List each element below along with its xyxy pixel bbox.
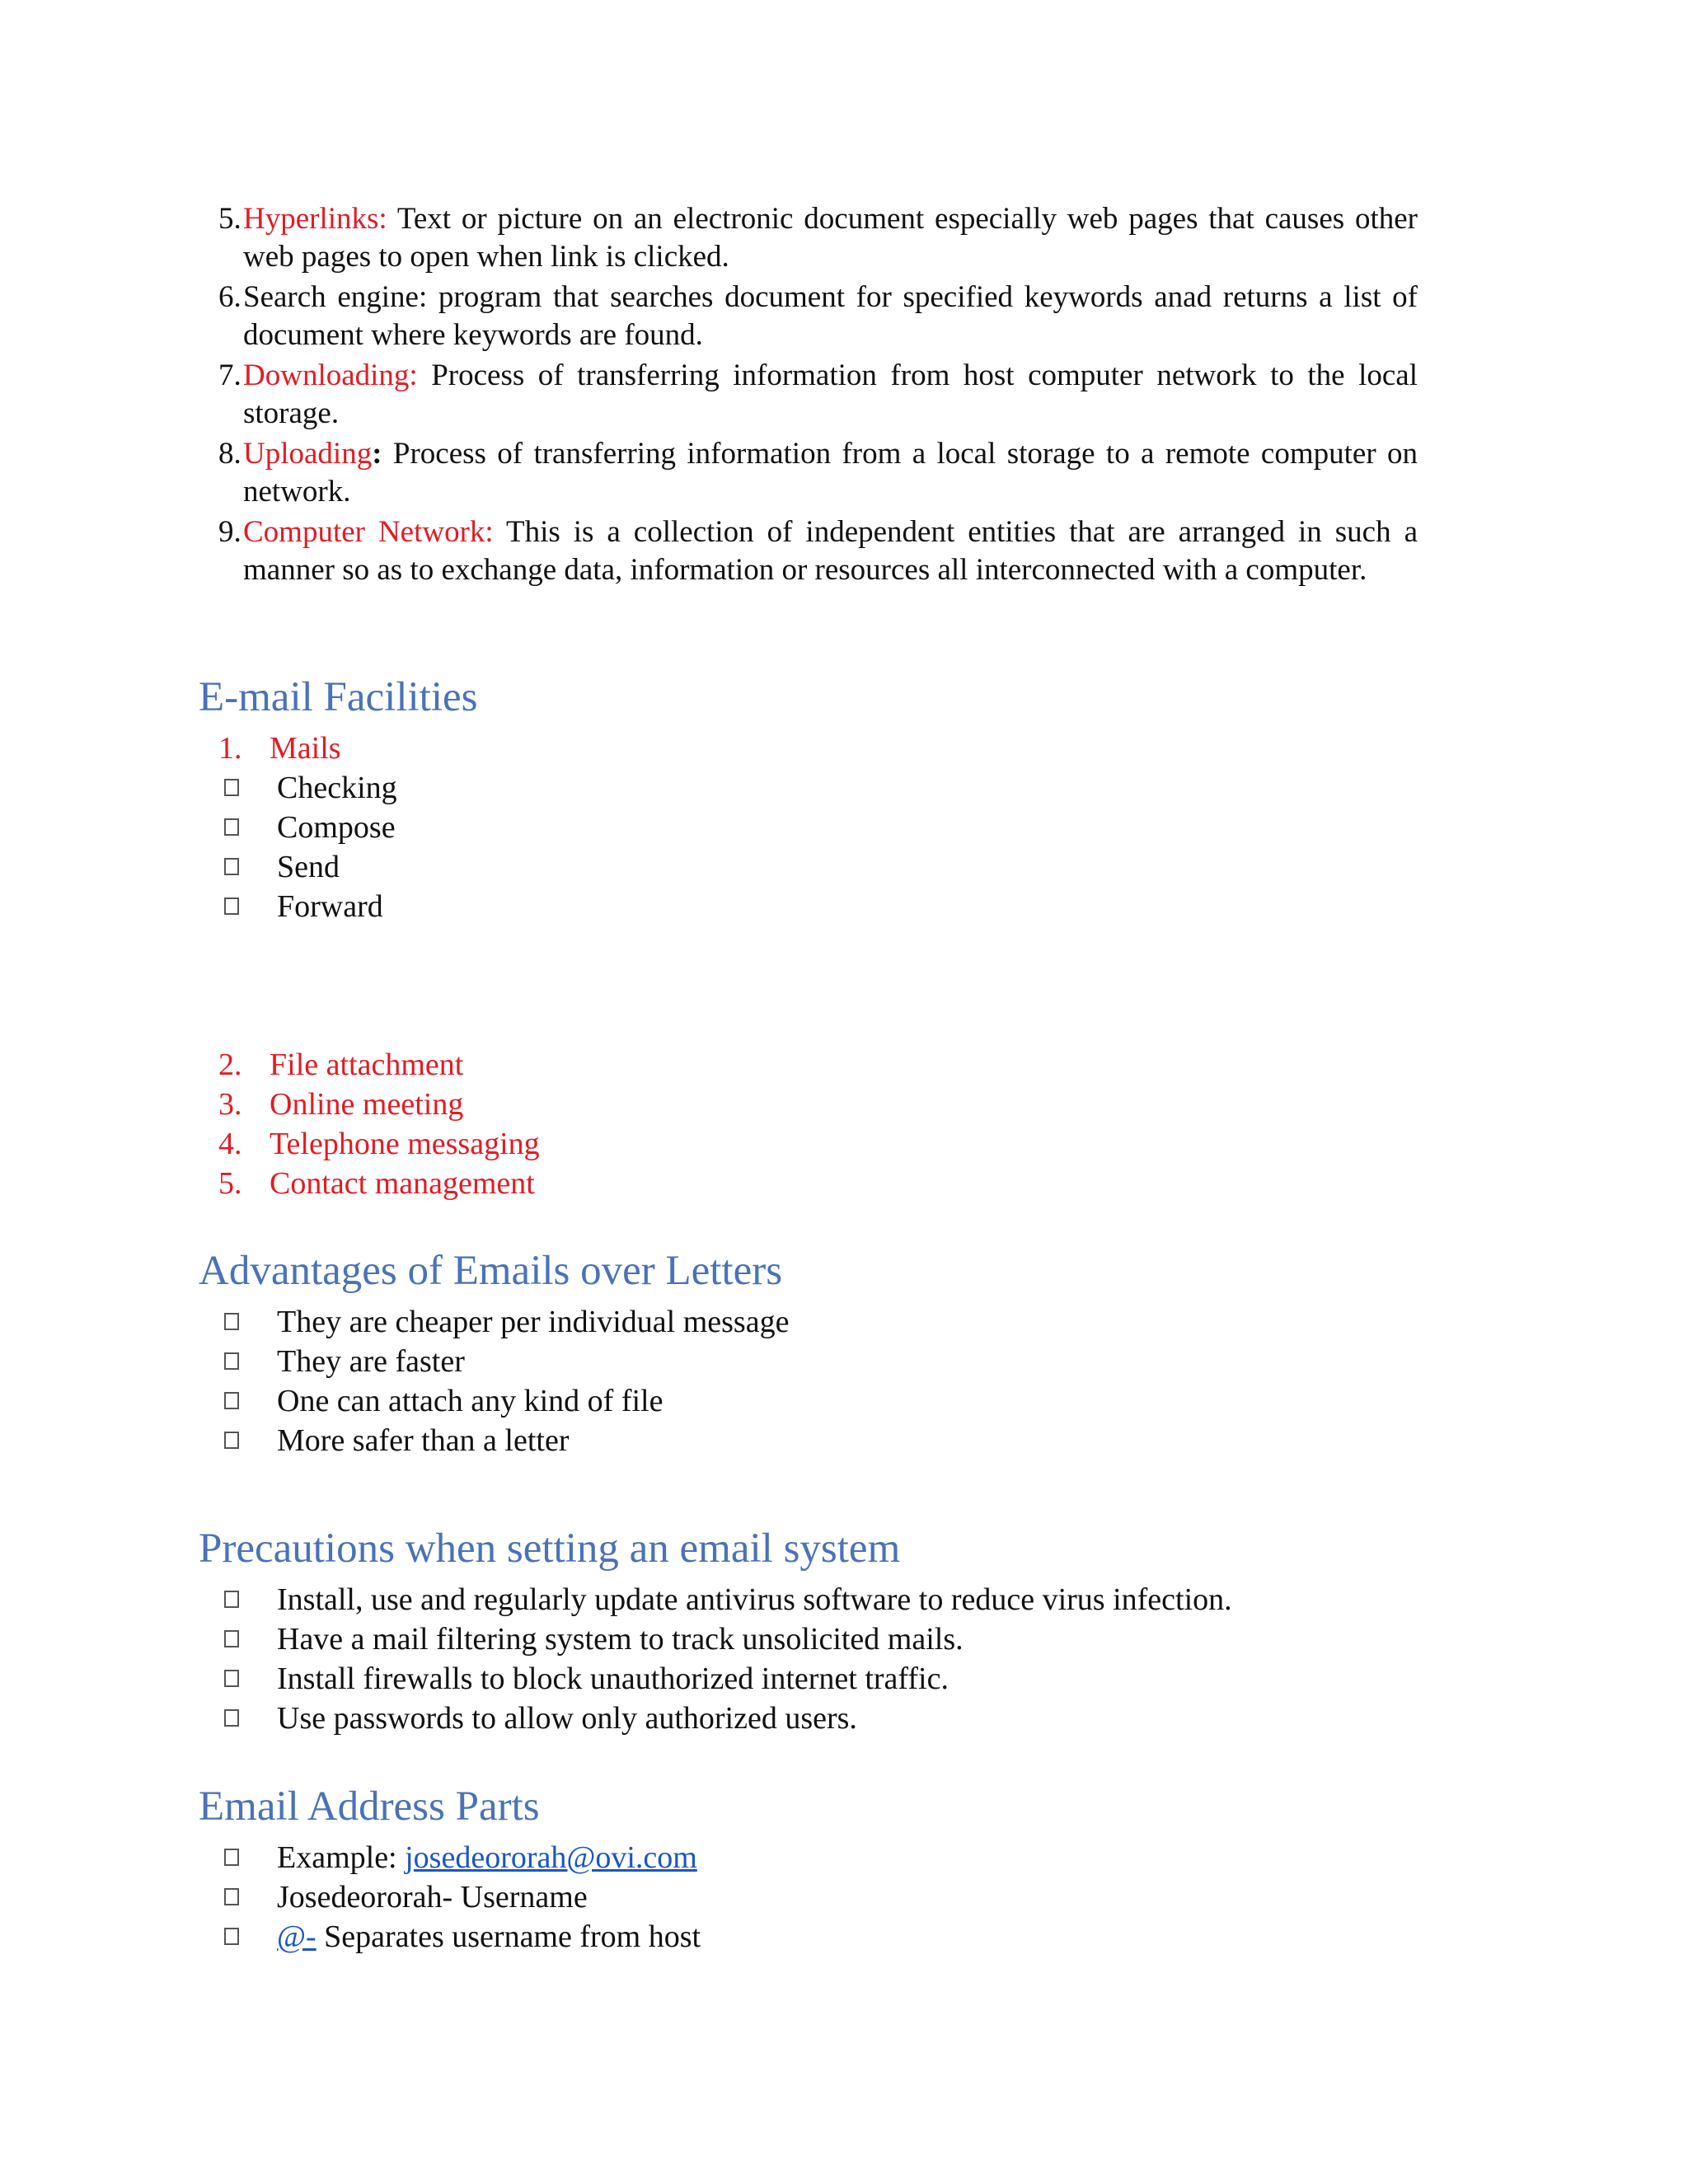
- facility-label: File attachment: [270, 1047, 464, 1082]
- facility-item: [218, 1085, 540, 1124]
- definition-uploading: [218, 435, 1418, 511]
- checkbox-bullet-icon: [224, 1709, 239, 1727]
- advantage-text: One can attach any kind of file: [277, 1384, 663, 1418]
- precaution-item: [223, 1580, 1232, 1619]
- mail-action-label: Checking: [277, 771, 397, 805]
- definition-downloading: [218, 357, 1418, 433]
- checkbox-bullet-icon: [224, 779, 239, 796]
- facility-item: [218, 1164, 540, 1203]
- checkbox-bullet-icon: [224, 1849, 239, 1866]
- advantage-item: [223, 1342, 789, 1381]
- mail-action-label: Compose: [277, 810, 396, 845]
- facility-number: 3.: [218, 1087, 242, 1122]
- definition-colon: :: [372, 437, 382, 471]
- facility-label: Contact management: [270, 1166, 535, 1201]
- mail-action-label: Forward: [277, 889, 383, 924]
- mail-actions-list: [223, 768, 397, 926]
- at-symbol-link[interactable]: @-: [277, 1919, 316, 1954]
- address-username-item: [223, 1877, 701, 1917]
- definition-text: This is a collection of independent entities that are arranged in such a manner so as to exchange data, information or resources all interconnected with a computer.: [243, 515, 1418, 587]
- advantage-text: They are cheaper per individual message: [277, 1305, 790, 1339]
- facility-list-first: [218, 729, 341, 768]
- at-description: Separates username from host: [316, 1919, 701, 1954]
- definition-hyperlinks: [218, 200, 1418, 276]
- definition-text: Search engine: program that searches document for specified keywords anad returns a list of document where keywords are found.: [243, 280, 1418, 352]
- facility-item: [218, 1045, 540, 1085]
- definition-number: 8.: [218, 437, 241, 471]
- mail-action-item: [223, 808, 397, 847]
- precaution-text: Have a mail filtering system to track unsolicited mails.: [277, 1622, 964, 1657]
- definition-number: 6.: [218, 280, 241, 314]
- definition-search-engine: [218, 279, 1418, 354]
- example-label: Example:: [277, 1840, 406, 1875]
- precaution-text: Install, use and regularly update antivirus software to reduce virus infection.: [277, 1582, 1232, 1617]
- facility-label: Mails: [270, 731, 341, 766]
- checkbox-bullet-icon: [224, 1670, 239, 1687]
- precautions-list: [223, 1580, 1232, 1738]
- username-text: Josedeororah- Username: [277, 1880, 588, 1915]
- definition-text: Process of transferring information from host computer network to the local storage.: [243, 359, 1418, 430]
- mail-action-item: [223, 847, 397, 887]
- checkbox-bullet-icon: [224, 1392, 239, 1409]
- advantage-text: They are faster: [277, 1344, 465, 1379]
- facility-number: 1.: [218, 731, 242, 766]
- mail-action-label: Send: [277, 850, 340, 884]
- definition-term: Hyperlinks:: [243, 202, 387, 236]
- example-email-link[interactable]: josedeororah@ovi.com: [405, 1840, 697, 1875]
- address-example-item: [223, 1838, 701, 1877]
- address-at-item: [223, 1917, 701, 1957]
- advantages-list: [223, 1302, 789, 1460]
- definition-number: 7.: [218, 359, 241, 392]
- heading-precautions: Precautions when setting an email system: [199, 1526, 901, 1572]
- definition-list: [218, 200, 1418, 592]
- facility-label: Telephone messaging: [270, 1127, 540, 1161]
- heading-address-parts: Email Address Parts: [199, 1783, 540, 1830]
- definition-text: Text or picture on an electronic document especially web pages that causes other web pages to open when link is clicked.: [243, 202, 1418, 274]
- facility-number: 4.: [218, 1127, 242, 1161]
- heading-advantages: Advantages of Emails over Letters: [199, 1248, 783, 1294]
- advantage-item: [223, 1381, 789, 1421]
- advantage-item: [223, 1302, 789, 1342]
- checkbox-bullet-icon: [224, 1928, 239, 1945]
- checkbox-bullet-icon: [224, 858, 239, 875]
- definition-number: 5.: [218, 202, 241, 236]
- definition-number: 9.: [218, 515, 241, 549]
- definition-term: Computer Network:: [243, 515, 494, 549]
- facility-number: 2.: [218, 1047, 242, 1082]
- checkbox-bullet-icon: [224, 1313, 239, 1330]
- definition-text: Process of transferring information from a local storage to a remote computer on network.: [243, 437, 1418, 509]
- definition-computer-network: [218, 513, 1418, 589]
- checkbox-bullet-icon: [224, 1630, 239, 1647]
- checkbox-bullet-icon: [224, 1591, 239, 1608]
- checkbox-bullet-icon: [224, 1888, 239, 1905]
- checkbox-bullet-icon: [224, 1432, 239, 1449]
- facility-number: 5.: [218, 1166, 242, 1201]
- precaution-text: Install firewalls to block unauthorized internet traffic.: [277, 1661, 949, 1696]
- mail-action-item: [223, 768, 397, 808]
- precaution-text: Use passwords to allow only authorized users.: [277, 1701, 857, 1736]
- address-parts-list: [223, 1838, 701, 1957]
- facility-item-mails: [218, 729, 341, 768]
- facility-item: [218, 1124, 540, 1164]
- facility-list-rest: [218, 1045, 540, 1203]
- facility-label: Online meeting: [270, 1087, 464, 1122]
- precaution-item: [223, 1699, 1232, 1738]
- definition-term: Downloading:: [243, 359, 418, 392]
- advantage-item: [223, 1421, 789, 1460]
- mail-action-item: [223, 887, 397, 926]
- heading-email-facilities: E-mail Facilities: [199, 674, 478, 720]
- checkbox-bullet-icon: [224, 818, 239, 836]
- advantage-text: More safer than a letter: [277, 1423, 570, 1458]
- precaution-item: [223, 1619, 1232, 1659]
- definition-term: Uploading: [243, 437, 373, 471]
- checkbox-bullet-icon: [224, 898, 239, 915]
- precaution-item: [223, 1659, 1232, 1699]
- checkbox-bullet-icon: [224, 1352, 239, 1370]
